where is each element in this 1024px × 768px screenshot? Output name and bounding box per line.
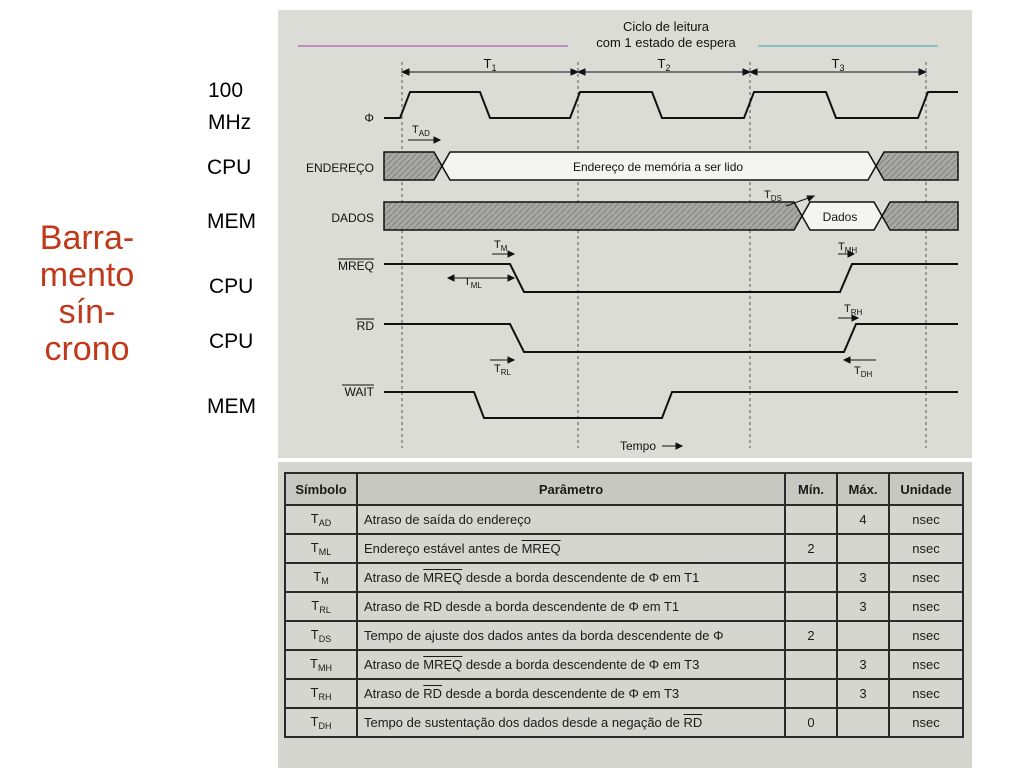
table-row — [285, 650, 963, 679]
signal-label-mreq: MREQ — [338, 259, 374, 273]
cycle-header-line2: com 1 estado de espera — [596, 35, 736, 50]
parameter-text: Atraso de — [364, 570, 424, 585]
max-cell: 3 — [837, 563, 889, 592]
signal-label-clock: Φ — [364, 111, 374, 125]
address-text: Endereço de memória a ser lido — [572, 160, 744, 174]
cycle-header-line1: Ciclo de leitura — [623, 19, 709, 34]
parameter-overlined-signal: $\overline{RD}$ — [683, 715, 703, 730]
parameter-text-suffix: desde a borda descendente de Φ em T1 — [462, 570, 700, 585]
parameter-table — [284, 472, 964, 738]
wait-waveform — [384, 392, 958, 418]
parameter-cell — [357, 534, 785, 563]
timing-label-trl: $T_{RL}$ — [494, 363, 511, 377]
source-label-data: MEM — [207, 210, 256, 233]
max-cell: 3 — [837, 650, 889, 679]
clock-label-unit: MHz — [208, 111, 252, 134]
unit-cell: nsec — [889, 534, 963, 563]
symbol-base: T — [310, 540, 319, 555]
parameter-text: Atraso de — [364, 657, 424, 672]
parameter-cell — [357, 708, 785, 737]
symbol-cell — [285, 621, 357, 650]
source-label-mreq: CPU — [209, 275, 254, 298]
min-cell: 0 — [785, 708, 837, 737]
timing-label-tml: $T_{ML}$ — [464, 276, 482, 290]
max-cell — [837, 708, 889, 737]
max-cell: 3 — [837, 679, 889, 708]
source-label-wait: MEM — [207, 395, 256, 418]
header-parameter: Parâmetro — [357, 473, 785, 505]
parameter-text: Atraso de — [364, 686, 424, 701]
data-text: Dados — [822, 210, 858, 224]
symbol-cell — [285, 592, 357, 621]
symbol-cell — [285, 563, 357, 592]
symbol-cell — [285, 505, 357, 534]
parameter-text: Tempo de ajuste dos dados antes da borda descendente de Φ — [364, 628, 724, 643]
time-axis-label: Tempo — [620, 439, 657, 453]
rd-waveform — [384, 324, 958, 352]
parameter-overlined-signal: MREQ — [423, 657, 463, 672]
min-cell: 2 — [785, 621, 837, 650]
parameter-text: Tempo de sustentação dos dados desde a negação de — [364, 715, 684, 730]
table-row — [285, 621, 963, 650]
timing-label-tm: $T_M$ — [494, 239, 508, 253]
symbol-subscript: ML — [318, 547, 332, 557]
parameter-text: Atraso de saída do endereço — [364, 512, 531, 527]
table-row — [285, 592, 963, 621]
symbol-cell — [285, 708, 357, 737]
timing-diagram — [278, 10, 972, 458]
min-cell — [785, 563, 837, 592]
symbol-base: T — [310, 656, 318, 671]
period-label-t1: $T_1$ — [483, 56, 497, 73]
parameter-text: Endereço estável antes de — [364, 541, 522, 556]
max-cell: 4 — [837, 505, 889, 534]
min-cell — [785, 650, 837, 679]
symbol-subscript: AD — [318, 518, 332, 528]
header-symbol: Símbolo — [285, 473, 357, 505]
unit-cell: nsec — [889, 650, 963, 679]
table-row — [285, 679, 963, 708]
symbol-base: T — [311, 598, 320, 613]
symbol-subscript: DH — [318, 721, 332, 731]
source-label-rd: CPU — [209, 330, 254, 353]
clock-label-value: 100 — [208, 79, 244, 102]
symbol-base: T — [310, 714, 319, 729]
time-arrow — [662, 443, 682, 449]
timing-label-tdh: $T_{DH}$ — [854, 365, 873, 379]
parameter-cell — [357, 505, 785, 534]
symbol-subscript: RH — [318, 692, 332, 702]
parameter-cell — [357, 679, 785, 708]
parameter-text-suffix: desde a borda descendente de Φ em T3 — [442, 686, 680, 701]
timing-diagram-svg — [278, 10, 972, 458]
symbol-base: T — [313, 569, 322, 584]
parameter-overlined-signal: MREQ — [521, 541, 561, 556]
symbol-base: T — [310, 511, 319, 526]
parameter-cell — [357, 650, 785, 679]
parameter-cell — [357, 592, 785, 621]
slide-title — [12, 220, 162, 368]
table-row — [285, 563, 963, 592]
title-line: mento — [39, 256, 135, 294]
signal-label-wait: WAIT — [344, 385, 374, 399]
symbol-subscript: DS — [318, 634, 332, 644]
table-row — [285, 708, 963, 737]
table-row — [285, 505, 963, 534]
table-body — [285, 505, 963, 737]
max-cell — [837, 621, 889, 650]
parameter-text: Atraso de RD desde a borda descendente de Φ em T1 — [364, 599, 680, 614]
title-line: sín- — [58, 293, 116, 331]
title-line: Barra- — [39, 219, 135, 257]
data-bus — [384, 202, 958, 230]
max-cell — [837, 534, 889, 563]
unit-cell: nsec — [889, 592, 963, 621]
parameter-overlined-signal: $\overline{RD}$ — [423, 686, 443, 701]
timing-label-trh: $T_{RH}$ — [844, 303, 863, 317]
header-min: Mín. — [785, 473, 837, 505]
symbol-subscript: M — [321, 576, 329, 586]
title-line: crono — [44, 330, 130, 368]
unit-cell: nsec — [889, 563, 963, 592]
min-cell: 2 — [785, 534, 837, 563]
symbol-cell — [285, 650, 357, 679]
period-label-t2: $T_2$ — [657, 56, 671, 73]
symbol-cell — [285, 534, 357, 563]
min-cell — [785, 505, 837, 534]
parameter-cell — [357, 563, 785, 592]
header-max: Máx. — [837, 473, 889, 505]
symbol-base: T — [310, 627, 319, 642]
period-label-t3: $T_3$ — [831, 56, 845, 73]
unit-cell: nsec — [889, 505, 963, 534]
unit-cell: nsec — [889, 621, 963, 650]
timing-label-tmh: $T_{MH}$ — [838, 241, 858, 255]
parameter-cell — [357, 621, 785, 650]
cycle-guides — [402, 62, 926, 448]
unit-cell: nsec — [889, 679, 963, 708]
table-row — [285, 534, 963, 563]
timing-label-tds: $T_{DS}$ — [764, 189, 782, 203]
signal-label-address: ENDEREÇO — [305, 161, 374, 175]
parameter-table-panel — [278, 462, 972, 768]
symbol-subscript: MH — [317, 663, 332, 673]
header-unit: Unidade — [889, 473, 963, 505]
address-bus — [384, 152, 958, 180]
timing-label-tad: $T_{AD}$ — [412, 124, 430, 138]
table-header-row — [285, 473, 963, 505]
max-cell: 3 — [837, 592, 889, 621]
signal-label-data: DADOS — [331, 211, 374, 225]
parameter-text-suffix: desde a borda descendente de Φ em T3 — [462, 657, 700, 672]
symbol-base: T — [310, 685, 319, 700]
symbol-cell — [285, 679, 357, 708]
min-cell — [785, 592, 837, 621]
clock-waveform — [384, 92, 958, 118]
min-cell — [785, 679, 837, 708]
source-label-address: CPU — [207, 156, 252, 179]
signal-label-rd: RD — [356, 319, 374, 333]
parameter-overlined-signal: MREQ — [423, 570, 463, 585]
symbol-subscript: RL — [319, 605, 331, 615]
unit-cell: nsec — [889, 708, 963, 737]
